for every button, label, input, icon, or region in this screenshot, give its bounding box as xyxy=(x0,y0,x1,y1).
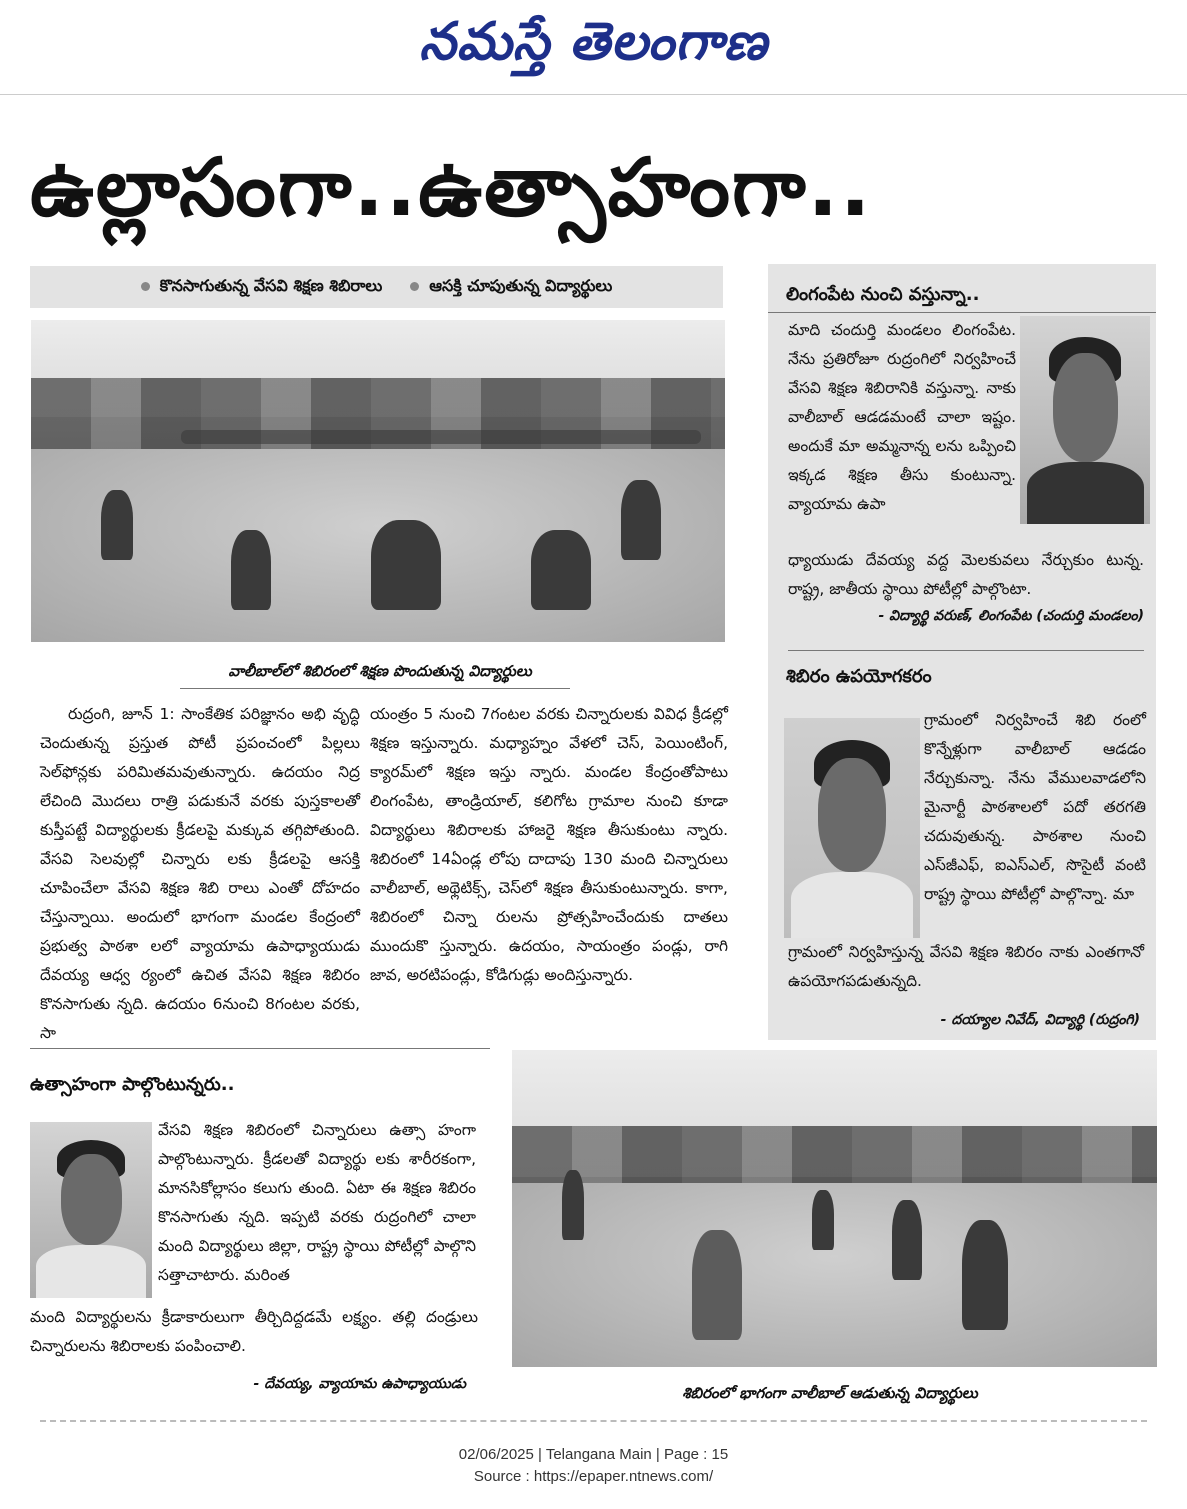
sidebar-story-2-title: శిబిరం ఉపయోగకరం xyxy=(786,666,932,687)
coach-devayya-photo xyxy=(30,1122,152,1298)
footer-divider xyxy=(40,1420,1147,1422)
student-nived-photo xyxy=(784,718,920,938)
bottom-photo xyxy=(512,1050,1157,1367)
bullet-icon xyxy=(410,282,419,291)
bottom-photo-caption: శిబిరంలో భాగంగా వాలీబాల్ ఆడుతున్న విద్యార్థులు xyxy=(682,1384,978,1402)
masthead-divider xyxy=(0,94,1187,95)
bottom-story-title: ఉత్సాహంగా పాల్గొంటున్నరు.. xyxy=(30,1074,235,1095)
subheads-bar xyxy=(30,266,723,308)
masthead xyxy=(0,4,1187,80)
bottom-story-text-bottom: మంది విద్యార్థులను క్రీడాకారులుగా తీర్చిదిద్దడమే లక్ష్యం. తల్లి దండ్రులు చిన్నారులను శిబిరాలకు పంపించాలి. xyxy=(30,1308,478,1355)
sidebar-story-1-credit: - విద్యార్థి వరుణ్, లింగంపేట (చందుర్తి మండలం) xyxy=(878,608,1144,624)
caption-underline xyxy=(180,688,570,689)
bottom-story-credit: - దేవయ్య, వ్యాయామ ఉపాధ్యాయుడు xyxy=(253,1376,466,1392)
sidebar-story-1-text-top: మాది చందుర్తి మండలం లింగంపేట. నేను ప్రతిరోజూ రుద్రంగిలో నిర్వహించే వేసవి శిక్షణ శిబిరానికి వస్తున్నా. నాకు వాలీబాల్ ఆడడమంటే చాలా ఇష్టం. అందుకే మా అమ్మనాన్న లను ఒప్పించి ఇక్కడ శిక్షణ తీసు కుంటున్నా. వ్యాయామ ఉపా xyxy=(788,321,1016,513)
sidebar-title-rule xyxy=(768,312,1156,313)
newspaper-logo: నమస్తే తెలంగాణ xyxy=(419,11,768,72)
subhead-2: ఆసక్తి చూపుతున్న విద్యార్థులు xyxy=(410,276,612,299)
sidebar-story-2-text-top: గ్రామంలో నిర్వహించే శిబి రంలో కొన్నేళ్లుగా వాలీబాల్ ఆడడం నేర్చుకున్నా. నేను వేములవాడలోని మైనార్టీ పాఠశాలలో పదో తరగతి చదువుతున్న. పాఠశాల నుంచి ఎస్‌జీఎఫ్, ఐఎస్ఎల్, సొసైటీ వంటి రాష్ట్ర స్థాయి పోటీల్లో పాల్గొన్నా. మా xyxy=(924,711,1146,903)
top-photo xyxy=(31,320,725,642)
sidebar-divider xyxy=(788,650,1144,651)
article-divider xyxy=(30,1048,490,1049)
top-photo-caption: వాలీబాల్‌లో శిబిరంలో శిక్షణ పొందుతున్న విద్యార్థులు xyxy=(228,662,532,680)
subhead-1: కొనసాగుతున్న వేసవి శిక్షణ శిబిరాలు xyxy=(141,276,383,299)
article-column-2: యంత్రం 5 నుంచి 7గంటల వరకు చిన్నారులకు వివిధ క్రీడల్లో శిక్షణ ఇస్తున్నారు. మధ్యాహ్నం వేళలో చెస్, పెయింటింగ్, క్యారమ్‌లో శిక్షణ ఇస్తు న్నారు. మండల కేంద్రంతోపాటు లింగంపేట, తాండ్రియాల్, కలిగోట గ్రామాల నుంచి కూడా విద్యార్థులు శిబిరాలకు హాజరై శిక్షణ తీసుకుంటు న్నారు. శిబిరంలో 14ఏండ్ల లోపు దాదాపు 130 మంది చిన్నారులు వాలీబాల్, అథ్లెటిక్స్, చెస్‌లో శిక్షణ తీసుకుంటున్నారు. కాగా, శిబిరంలో చిన్నా రులను ప్రోత్సహించేందుకు దాతలు ముందుకొ స్తున్నారు. ఉదయం, సాయంత్రం పండ్లు, రాగి జావ, అరటిపండ్లు, కోడిగుడ్లు అందిస్తున్నారు. xyxy=(370,705,728,984)
sidebar-story-1-text-bottom: ధ్యాయుడు దేవయ్య వద్ద మెలకువలు నేర్చుకుం టున్న. రాష్ట్ర, జాతీయ స్థాయి పోటీల్లో పాల్గొంటా. xyxy=(788,551,1144,598)
student-varun-photo xyxy=(1020,316,1150,524)
article-column-1: రుద్రంగి, జూన్ 1: సాంకేతిక పరిజ్ఞానం అభి వృద్ధి చెందుతున్న ప్రస్తుత పోటీ ప్రపంచంలో పిల్లలు సెల్‌ఫోన్లకు పరిమితమవుతున్నారు. ఉదయం నిద్ర లేచింది మొదలు రాత్రి పడుకునే వరకు పుస్తకాలతో కుస్తీపట్టే విద్యార్థులకు క్రీడలపై మక్కువ తగ్గిపోతుంది. వేసవి సెలవుల్లో చిన్నారు లకు క్రీడలపై ఆసక్తి చూపించేలా వేసవి శిక్షణ శిబి రాలు ఎంతో దోహదం చేస్తున్నాయి. అందులో భాగంగా మండల కేంద్రంలో ప్రభుత్వ పాఠశా లలో వ్యాయామ ఉపాధ్యాయుడు దేవయ్య ఆధ్వ ర్యంలో ఉచిత వేసవి శిక్షణ శిబిరం కొనసాగుతు న్నది. ఉదయం 6నుంచి 8గంటల వరకు, సా xyxy=(40,705,360,1042)
sidebar-story-2-credit: - దయ్యాల నివేద్, విద్యార్థి (రుద్రంగి) xyxy=(940,1012,1140,1028)
sidebar-story-2-text-bottom: గ్రామంలో నిర్వహిస్తున్న వేసవి శిక్షణ శిబిరం నాకు ఎంతగానో ఉపయోగపడుతున్నది. xyxy=(788,943,1144,990)
sidebar xyxy=(768,264,1156,1040)
headline: ఉల్లాసంగా..ఉత్సాహంగా.. xyxy=(30,141,873,234)
footer-date-edition: 02/06/2025 | Telangana Main | Page : 15 xyxy=(458,1446,729,1463)
bottom-story-text-top: వేసవి శిక్షణ శిబిరంలో చిన్నారులు ఉత్సా హంగా పాల్గొంటున్నారు. క్రీడలతో విద్యార్థు లకు శారీరకంగా, మానసికోల్లాసం కలుగు తుంది. ఏటా ఈ శిక్షణ శిబిరం కొనసాగుతు న్నది. ఇప్పటి వరకు రుద్రంగిలో చాలా మంది విద్యార్థులు జిల్లా, రాష్ట్ర స్థాయి పోటీల్లో పాల్గొని సత్తాచాటారు. మరింత xyxy=(158,1121,476,1284)
page-footer xyxy=(0,1444,1187,1488)
sidebar-story-1-title: లింగంపేట నుంచి వస్తున్నా.. xyxy=(786,284,980,305)
bullet-icon xyxy=(141,282,150,291)
footer-source: Source : https://epaper.ntnews.com/ xyxy=(473,1468,714,1485)
